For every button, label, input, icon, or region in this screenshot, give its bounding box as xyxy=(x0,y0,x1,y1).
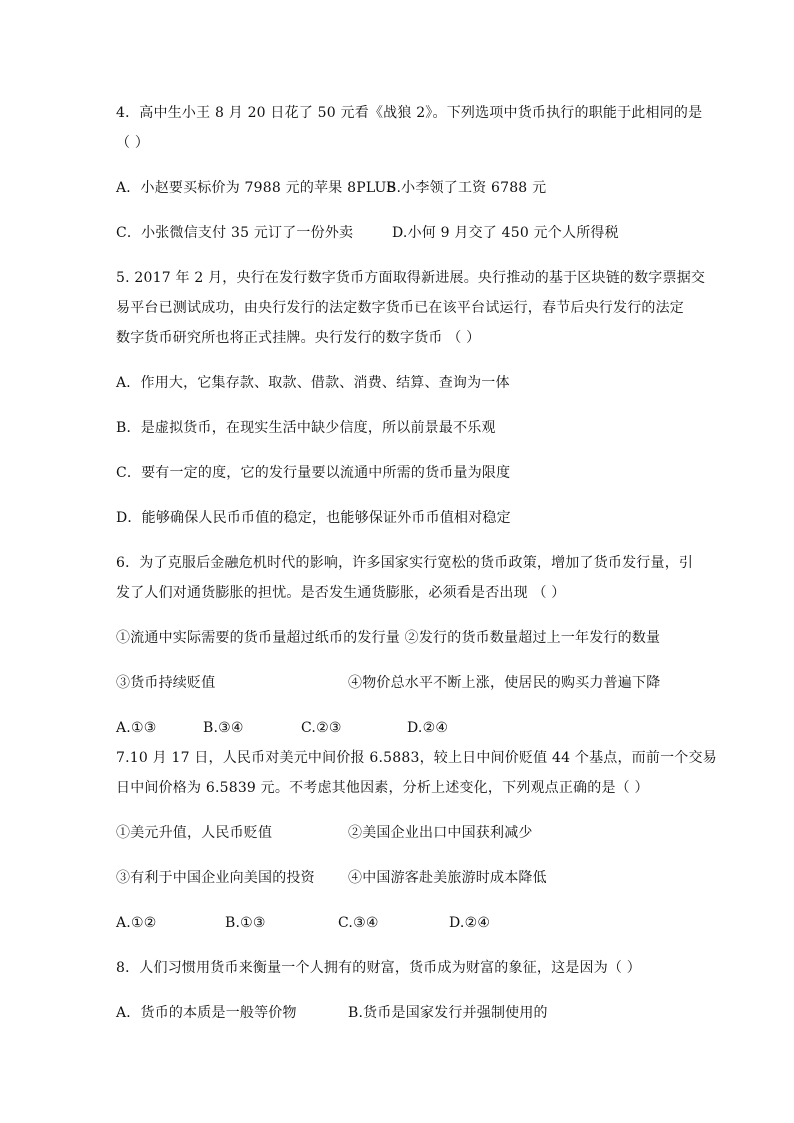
q7-item-4: ④中国游客赴美旅游时成本降低 xyxy=(348,870,547,886)
q6-item-3: ③货币持续贬值 xyxy=(116,675,216,691)
q4-option-c: C．小张微信支付 35 元订了一份外卖 xyxy=(116,225,354,241)
q4-stem-line-1: 4．高中生小王 8 月 20 日花了 50 元看《战狼 2》。下列选项中货币执行的职能于此相同的是 xyxy=(116,105,703,121)
q5-option-d: D．能够确保人民币币值的稳定，也能够保证外币币值相对稳定 xyxy=(116,510,511,526)
q5-option-b: B．是虚拟货币，在现实生活中缺少信度，所以前景最不乐观 xyxy=(116,420,496,436)
q8-option-a: A．货币的本质是一般等价物 xyxy=(116,1005,297,1021)
q7-item-2: ②美国企业出口中国获利减少 xyxy=(348,825,533,841)
q8-stem-line-1: 8．人们习惯用货币来衡量一个人拥有的财富，货币成为财富的象征，这是因为（ ） xyxy=(116,960,641,976)
q6-stem-line-1: 6．为了克服后金融危机时代的影响，许多国家实行宽松的货币政策，增加了货币发行量，引 xyxy=(116,555,694,571)
q7-choice-a: A.①② xyxy=(116,915,157,931)
q5-stem-line-1: 5. 2017 年 2 月，央行在发行数字货币方面取得新进展。央行推动的基于区块链的数字票据交 xyxy=(116,270,706,286)
q6-item-4: ④物价总水平不断上涨，使居民的购买力普遍下降 xyxy=(348,675,661,691)
q7-item-1: ①美元升值，人民币贬值 xyxy=(116,825,273,841)
q4-option-d: D.小何 9 月交了 450 元个人所得税 xyxy=(392,225,619,241)
q6-choice-b: B.③④ xyxy=(203,720,244,736)
q4-stem-line-2: （ ） xyxy=(116,135,150,151)
q6-choice-d: D.②④ xyxy=(407,720,449,736)
q4-option-b: B.小李领了工资 6788 元 xyxy=(386,180,547,196)
q6-items-1-2: ①流通中实际需要的货币量超过纸币的发行量 ②发行的货币数量超过上一年发行的数量 xyxy=(116,630,661,646)
q5-option-a: A．作用大，它集存款、取款、借款、消费、结算、查询为一体 xyxy=(116,375,510,391)
q5-stem-line-2: 易平台已测试成功，由央行发行的法定数字货币已在该平台试运行，春节后央行发行的法定 xyxy=(116,300,684,316)
q5-option-c: C．要有一定的度，它的发行量要以流通中所需的货币量为限度 xyxy=(116,465,511,481)
q7-choice-c: C.③④ xyxy=(338,915,379,931)
q8-option-b: B.货币是国家发行并强制使用的 xyxy=(348,1005,548,1021)
q6-stem-line-2: 发了人们对通货膨胀的担忧。是否发生通货膨胀，必须看是否出现 （ ） xyxy=(116,585,566,601)
q7-stem-line-1: 7.10 月 17 日，人民币对美元中间价报 6.5883，较上日中间价贬值 44 个基点，而前一个交易 xyxy=(116,750,717,766)
q6-choice-a: A.①③ xyxy=(116,720,157,736)
q7-choice-d: D.②④ xyxy=(449,915,491,931)
q4-option-a: A．小赵要买标价为 7988 元的苹果 8PLUS xyxy=(116,180,397,196)
q7-stem-line-2: 日中间价格为 6.5839 元。不考虑其他因素，分析上述变化，下列观点正确的是（ ） xyxy=(116,780,649,796)
q6-choice-c: C.②③ xyxy=(301,720,342,736)
q5-stem-line-3: 数字货币研究所也将正式挂牌。央行发行的数字货币 （ ） xyxy=(116,330,481,346)
q7-choice-b: B.①③ xyxy=(225,915,266,931)
q7-item-3: ③有利于中国企业向美国的投资 xyxy=(116,870,315,886)
